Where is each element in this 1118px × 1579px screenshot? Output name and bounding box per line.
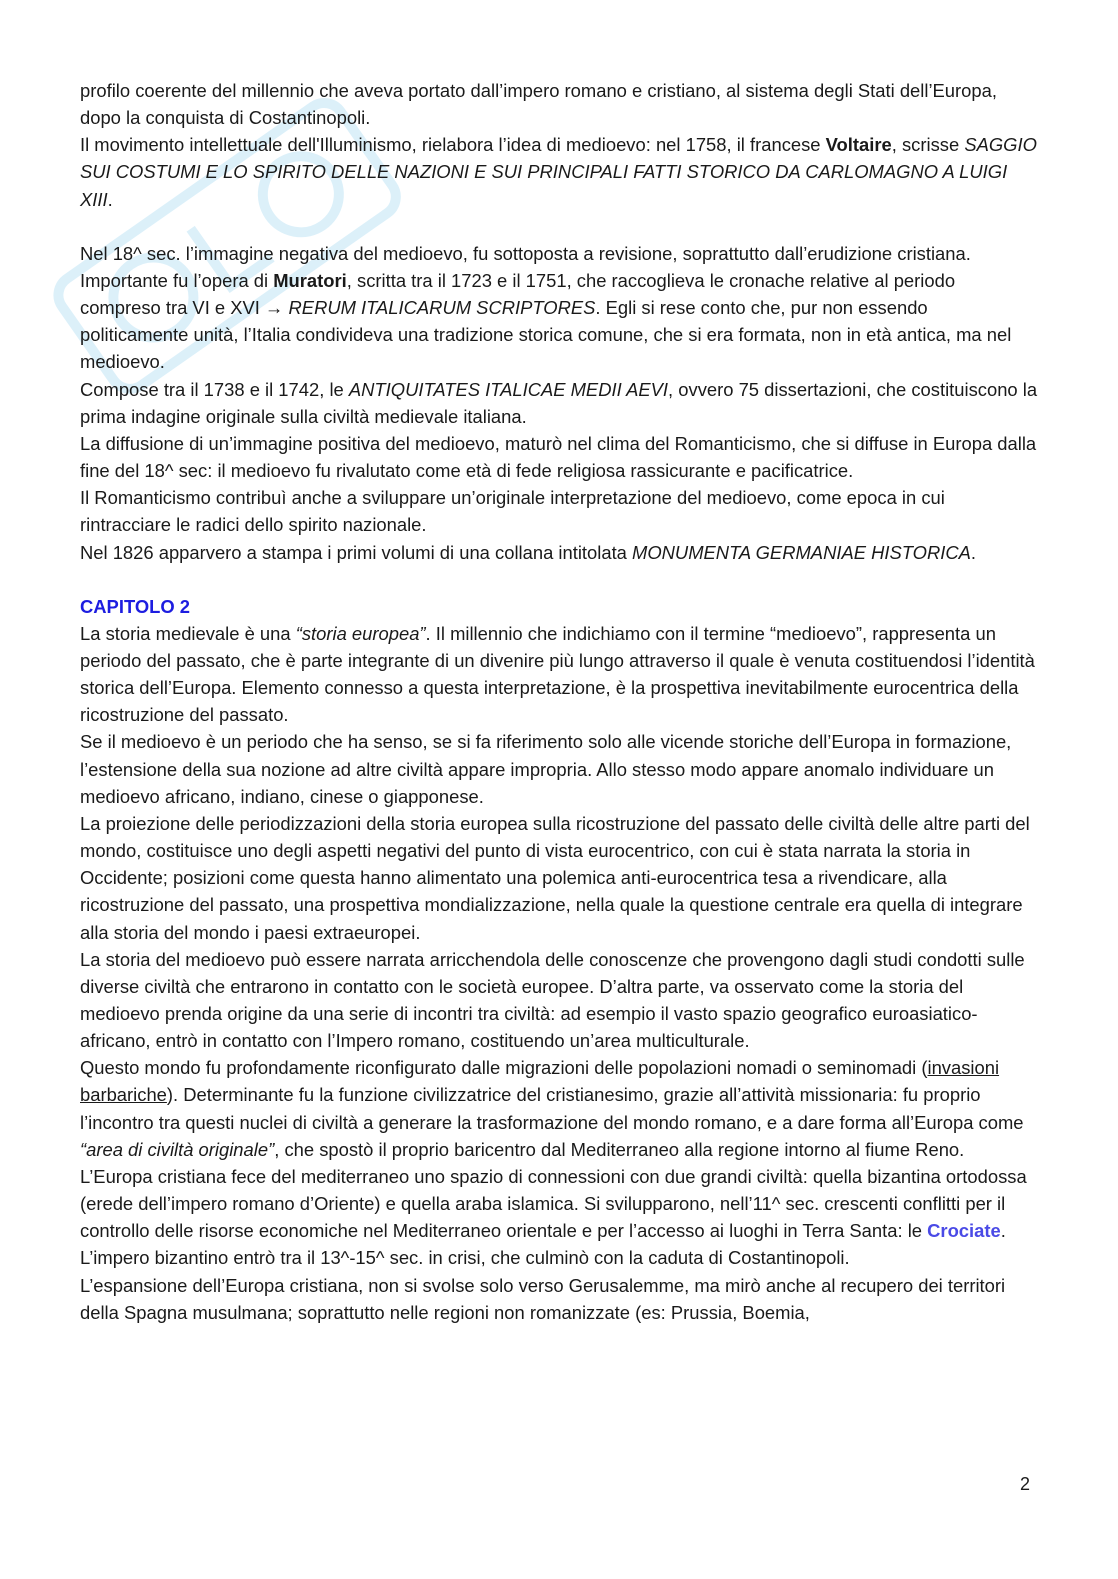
paragraph: L’impero bizantino entrò tra il 13^-15^ sec. in crisi, che culminò con la caduta di Costantinopoli. <box>80 1247 850 1269</box>
paragraph: profilo coerente del millennio che aveva portato dall’impero romano e cristiano, al sistema degli Stati dell’Europa, dopo la conquista di Costantinopoli. <box>80 80 997 129</box>
paragraph: Questo mondo fu profondamente riconfigurato dalle migrazioni delle popolazioni nomadi o seminomadi (invasioni barbariche). Determinante fu la funzione civilizzatrice del cristianesimo, grazie all’attività missionaria: fu proprio l’incontro tra questi nuclei di civiltà a generare la trasformazione del mondo romano, e a dare forma all’Europa come “area di civiltà originale”, che spostò il proprio baricentro dal Mediterraneo alla regione intorno al fiume Reno. <box>80 1057 1024 1160</box>
work-title: RERUM ITALICARUM SCRIPTORES <box>288 297 596 319</box>
paragraph: Il movimento intellettuale dell'Illuminismo, rielabora l’idea di medioevo: nel 1758, il francese Voltaire, scrisse SAGGIO SUI COSTUMI E LO SPIRITO DELLE NAZIONI E SUI PRINCIPALI FATTI STORICO DA CARLOMAGNO A LUIGI XIII. <box>80 134 1037 210</box>
page-number: 2 <box>1019 1474 1030 1494</box>
crociate-link[interactable]: Crociate <box>927 1220 1001 1242</box>
underlined-term: invasioni barbariche <box>80 1057 1000 1106</box>
paragraph: Nel 1826 apparvero a stampa i primi volumi di una collana intitolata MONUMENTA GERMANIAE HISTORICA. <box>80 541 977 563</box>
author-name: Voltaire <box>825 134 892 156</box>
paragraph: La proiezione delle periodizzazioni della storia europea sulla ricostruzione del passato delle civiltà delle altre parti del mondo, costituisce uno degli aspetti negativi del punto di vista eurocentrico, con cui è stata narrata la storia in Occidente; posizioni come questa hanno alimentato una polemica anti-eurocentrica tesa a rivendicare, alla ricostruzione del passato, una prospettiva mondializzazione, nella quale la questione centrale era quella di integrare alla storia del mondo i paesi extraeuropei. <box>80 812 1030 943</box>
work-title: SAGGIO SUI COSTUMI E LO SPIRITO DELLE NAZIONI E SUI PRINCIPALI FATTI STORICO DA CARLOMAGNO A LUIGI XIII <box>80 134 1037 210</box>
document-body <box>80 77 1040 1326</box>
paragraph: L’espansione dell’Europa cristiana, non si svolse solo verso Gerusalemme, ma mirò anche al recupero dei territori della Spagna musulmana; soprattutto nelle regioni non romanizzate (es: Prussia, Boemia, <box>80 1274 1006 1323</box>
paragraph: Nel 18^ sec. l’immagine negativa del medioevo, fu sottoposta a revisione, soprattutto dall’erudizione cristiana. Importante fu l’opera di Muratori, scritta tra il 1723 e il 1751, che raccoglieva le cronache relative al periodo compreso tra VI e XVI → RERUM ITALICARUM SCRIPTORES. Egli si rese conto che, pur non essendo politicamente unità, l’Italia condivideva una tradizione storica comune, che si era formata, non in età antica, ma nel medioevo. <box>80 242 1012 373</box>
chapter-heading: CAPITOLO 2 <box>80 595 191 617</box>
emphasis: “area di civiltà originale” <box>80 1138 275 1160</box>
paragraph: Se il medioevo è un periodo che ha senso, se si fa riferimento solo alle vicende storiche dell’Europa in formazione, l’estensione della sua nozione ad altre civiltà appare impropria. Allo stesso modo appare anomalo individuare un medioevo africano, indiano, cinese o giapponese. <box>80 731 1012 807</box>
paragraph: La storia del medioevo può essere narrata arricchendola delle conoscenze che provengono dagli studi condotti sulle diverse civiltà che entrarono in contatto con le società europee. D’altra parte, va osservato come la storia del medioevo prenda origine da una serie di incontri tra civiltà: ad esempio il vasto spazio geografico euroasiatico-africano, entrò in contatto con l’Impero romano, costituendo un’area multiculturale. <box>80 948 1025 1052</box>
paragraph: La storia medievale è una “storia europea”. Il millennio che indichiamo con il termine “medioevo”, rappresenta un periodo del passato, che è parte integrante di un divenire più lungo attraverso il quale è venuta costituendosi l’identità storica dell’Europa. Elemento connesso a questa interpretazione, è la prospettiva inevitabilmente eurocentrica della ricostruzione del passato. <box>80 622 1035 726</box>
paragraph: Il Romanticismo contribuì anche a sviluppare un’originale interpretazione del medioevo, come epoca in cui rintracciare le radici dello spirito nazionale. <box>80 487 945 536</box>
author-name: Muratori <box>273 269 347 291</box>
paragraph: L’Europa cristiana fece del mediterraneo uno spazio di connessioni con due grandi civiltà: quella bizantina ortodossa (erede dell’impero romano d’Oriente) e quella araba islamica. Si svilupparono, nell’11^ sec. crescenti conflitti per il controllo delle risorse economiche nel Mediterraneo orientale e per l’accesso ai luoghi in Terra Santa: le Crociate. <box>80 1165 1027 1242</box>
emphasis: “storia europea” <box>295 622 426 644</box>
paragraph: Compose tra il 1738 e il 1742, le ANTIQUITATES ITALICAE MEDII AEVI, ovvero 75 dissertazioni, che costituiscono la prima indagine originale sulla civiltà medievale italiana. <box>80 378 1038 427</box>
work-title: MONUMENTA GERMANIAE HISTORICA <box>632 541 971 563</box>
paragraph: La diffusione di un’immagine positiva del medioevo, maturò nel clima del Romanticismo, che si diffuse in Europa dalla fine del 18^ sec: il medioevo fu rivalutato come età di fede religiosa rassicurante e pacificatrice. <box>80 432 1037 482</box>
work-title: ANTIQUITATES ITALICAE MEDII AEVI <box>348 378 669 400</box>
